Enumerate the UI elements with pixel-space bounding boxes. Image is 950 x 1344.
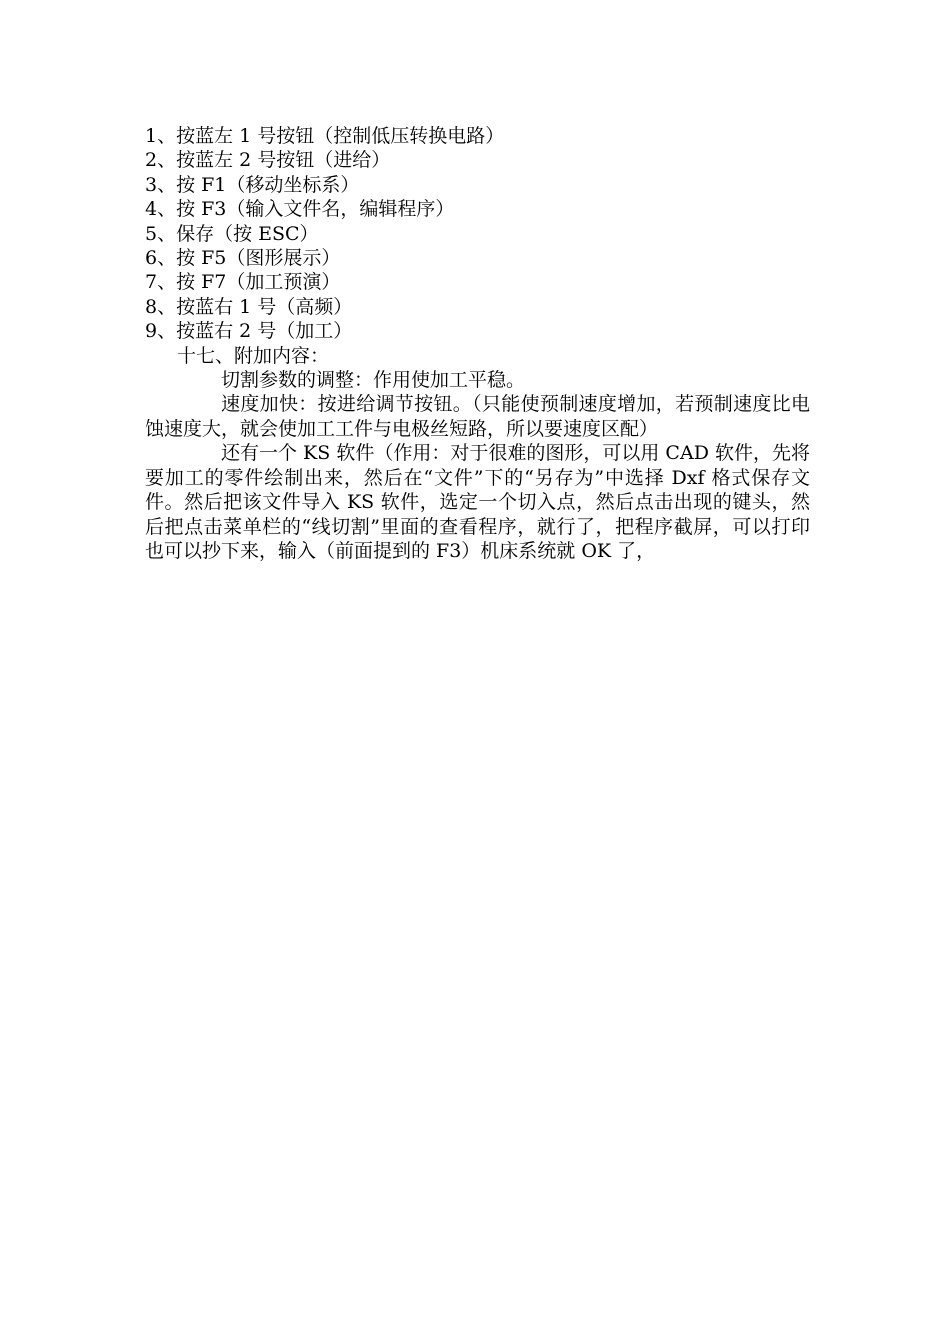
paragraph-speed-adjustment: 速度加快：按进给调节按钮。（只能使预制速度增加，若预制速度比电蚀速度大，就会使加工工件与电极丝短路，所以要速度区配） bbox=[145, 393, 810, 440]
step-5: 5、保存（按 ESC） bbox=[145, 222, 319, 245]
step-1: 1、按蓝左 1 号按钮（控制低压转换电路） bbox=[145, 125, 505, 147]
step-4: 4、按 F3（输入文件名，编辑程序） bbox=[145, 198, 455, 221]
document-body bbox=[145, 124, 810, 563]
step-6: 6、按 F5（图形展示） bbox=[145, 247, 341, 270]
paragraph-ks-software: 还有一个 KS 软件（作用：对于很难的图形，可以用 CAD 软件，先将要加工的零件绘制出来，然后在“文件”下的“另存为”中选择 Dxf 格式保存文件。然后把该文件导入 KS 软件，选定一个切入点，然后点击出现的键头，然后把点击菜单栏的“线切割”里面的查看程序，就行了，把程序截屏，可以打印也可以抄下来，输入（前面提到的 F3）机床系统就 OK 了， bbox=[145, 442, 810, 562]
paragraph-cutting-parameters: 切割参数的调整：作用使加工平稳。 bbox=[221, 369, 526, 392]
step-8: 8、按蓝右 1 号（高频） bbox=[145, 295, 353, 318]
step-2: 2、按蓝左 2 号按钮（进给） bbox=[145, 149, 391, 172]
section-heading: 十七、附加内容： bbox=[177, 344, 330, 367]
step-7: 7、按 F7（加工预演） bbox=[145, 271, 341, 294]
step-3: 3、按 F1（移动坐标系） bbox=[145, 173, 360, 196]
step-9: 9、按蓝右 2 号（加工） bbox=[145, 320, 353, 343]
